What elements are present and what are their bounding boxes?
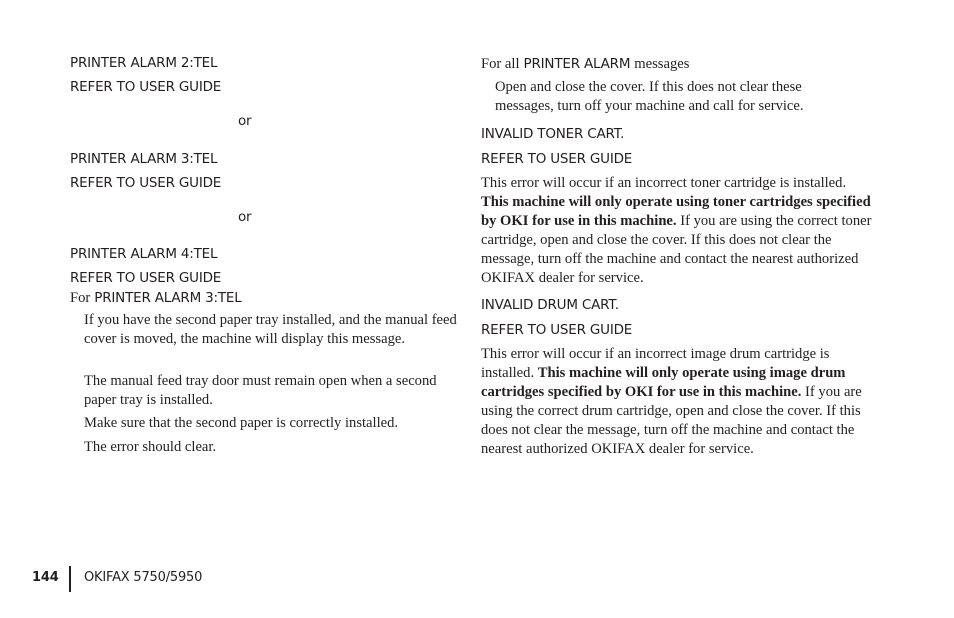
footer-divider: [69, 566, 71, 592]
for-all-paragraph: Open and close the cover. If this does not clear these messages, turn off your machine and call for service.: [495, 79, 804, 114]
for-all-code: PRINTER ALARM: [523, 56, 631, 72]
for-all-prefix: For all: [481, 56, 520, 72]
or-separator-2: or: [238, 209, 252, 225]
toner-warning-bold: This machine will only operate using toner cartridges specified by OKI for use in this machine.: [481, 194, 871, 229]
alarm-3-code: PRINTER ALARM 3:TEL: [70, 151, 218, 167]
refer-guide-3: REFER TO USER GUIDE: [70, 270, 222, 286]
toner-paragraph: [481, 174, 873, 288]
page-number: 144: [32, 570, 59, 585]
or-separator-1: or: [238, 113, 252, 129]
for-prefix: For: [70, 290, 91, 306]
invalid-drum-code: INVALID DRUM CART.: [481, 297, 619, 313]
toner-refer-guide: REFER TO USER GUIDE: [481, 151, 633, 167]
alarm-4-code: PRINTER ALARM 4:TEL: [70, 246, 218, 262]
drum-refer-guide: REFER TO USER GUIDE: [481, 322, 633, 338]
toner-text-a: This error will occur if an incorrect toner cartridge is installed.: [481, 175, 847, 191]
invalid-toner-code: INVALID TONER CART.: [481, 126, 625, 142]
alarm-2-code: PRINTER ALARM 2:TEL: [70, 55, 218, 71]
drum-warning-bold: This machine will only operate using image drum cartridges specified by OKI for use in this machine.: [481, 365, 846, 400]
drum-text-a: This error will occur if an incorrect image drum cartridge is installed.: [481, 346, 830, 381]
alarm-3-paragraph-4: The error should clear.: [84, 439, 217, 455]
drum-paragraph: [481, 345, 873, 459]
alarm-3-paragraph-3: Make sure that the second paper is correctly installed.: [84, 415, 399, 431]
toner-text-b: If you are using the correct toner cartridge, open and close the cover. If this does not clear the message, turn off the machine and contact the nearest authorized OKIFAX dealer for service.: [481, 213, 872, 286]
refer-guide-2: REFER TO USER GUIDE: [70, 175, 222, 191]
alarm-3-paragraph-2: The manual feed tray door must remain open when a second paper tray is installed.: [84, 373, 437, 408]
for-all-suffix: messages: [634, 56, 690, 72]
for-alarm-3-code: PRINTER ALARM 3:TEL: [94, 290, 242, 306]
drum-text-b: If you are using the correct drum cartridge, open and close the cover. If this does not clear the message, turn off the machine and contact the nearest authorized OKIFAX dealer for service.: [481, 384, 862, 457]
for-all-alarm-heading: [481, 55, 689, 73]
product-name: OKIFAX 5750/5950: [84, 570, 203, 585]
alarm-3-paragraph-1: If you have the second paper tray installed, and the manual feed cover is moved, the machine will display this message.: [84, 312, 457, 347]
refer-guide-1: REFER TO USER GUIDE: [70, 79, 222, 95]
for-alarm-3-heading: [70, 289, 242, 307]
